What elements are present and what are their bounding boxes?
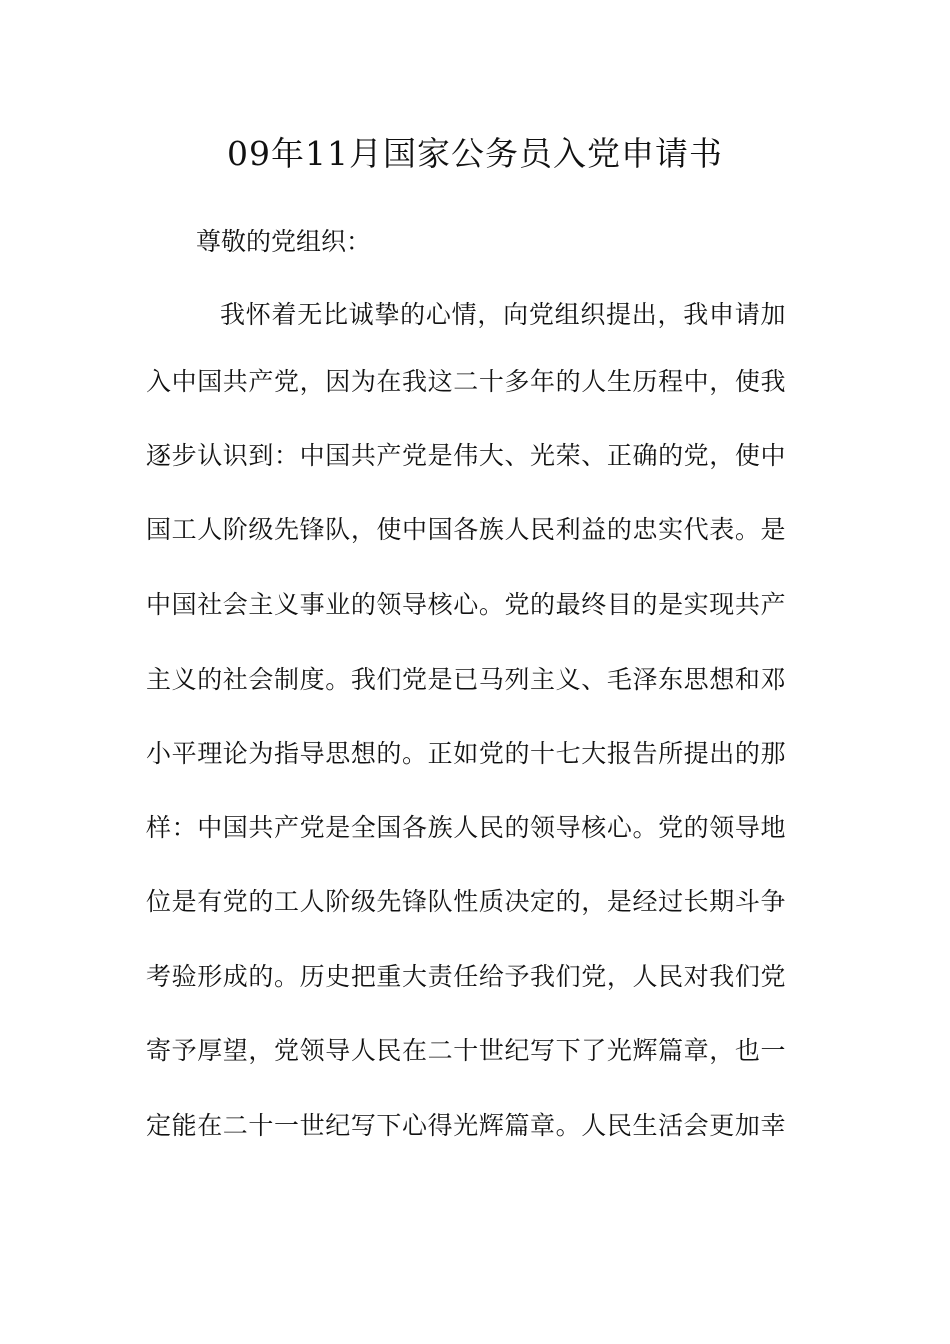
body-line: 我怀着无比诚挚的心情，向党组织提出，我申请加	[220, 300, 786, 329]
body-line: 样：中国共产党是全国各族人民的领导核心。党的领导地	[146, 813, 786, 842]
body-line: 主义的社会制度。我们党是已马列主义、毛泽东思想和邓	[146, 665, 786, 694]
body-line: 国工人阶级先锋队，使中国各族人民利益的忠实代表。是	[146, 515, 786, 544]
body-line: 小平理论为指导思想的。正如党的十七大报告所提出的那	[146, 739, 786, 768]
body-line: 位是有党的工人阶级先锋队性质决定的，是经过长期斗争	[146, 887, 786, 916]
body-line: 入中国共产党，因为在我这二十多年的人生历程中，使我	[146, 367, 786, 396]
body-line: 定能在二十一世纪写下心得光辉篇章。人民生活会更加幸	[146, 1111, 786, 1140]
body-line: 考验形成的。历史把重大责任给予我们党，人民对我们党	[146, 962, 786, 991]
body-line: 寄予厚望，党领导人民在二十世纪写下了光辉篇章，也一	[146, 1036, 786, 1065]
document-title: 09年11月国家公务员入党申请书	[227, 134, 723, 173]
body-line: 中国社会主义事业的领导核心。党的最终目的是实现共产	[146, 590, 786, 619]
salutation: 尊敬的党组织：	[196, 227, 372, 256]
body-line: 逐步认识到：中国共产党是伟大、光荣、正确的党，使中	[146, 441, 786, 470]
